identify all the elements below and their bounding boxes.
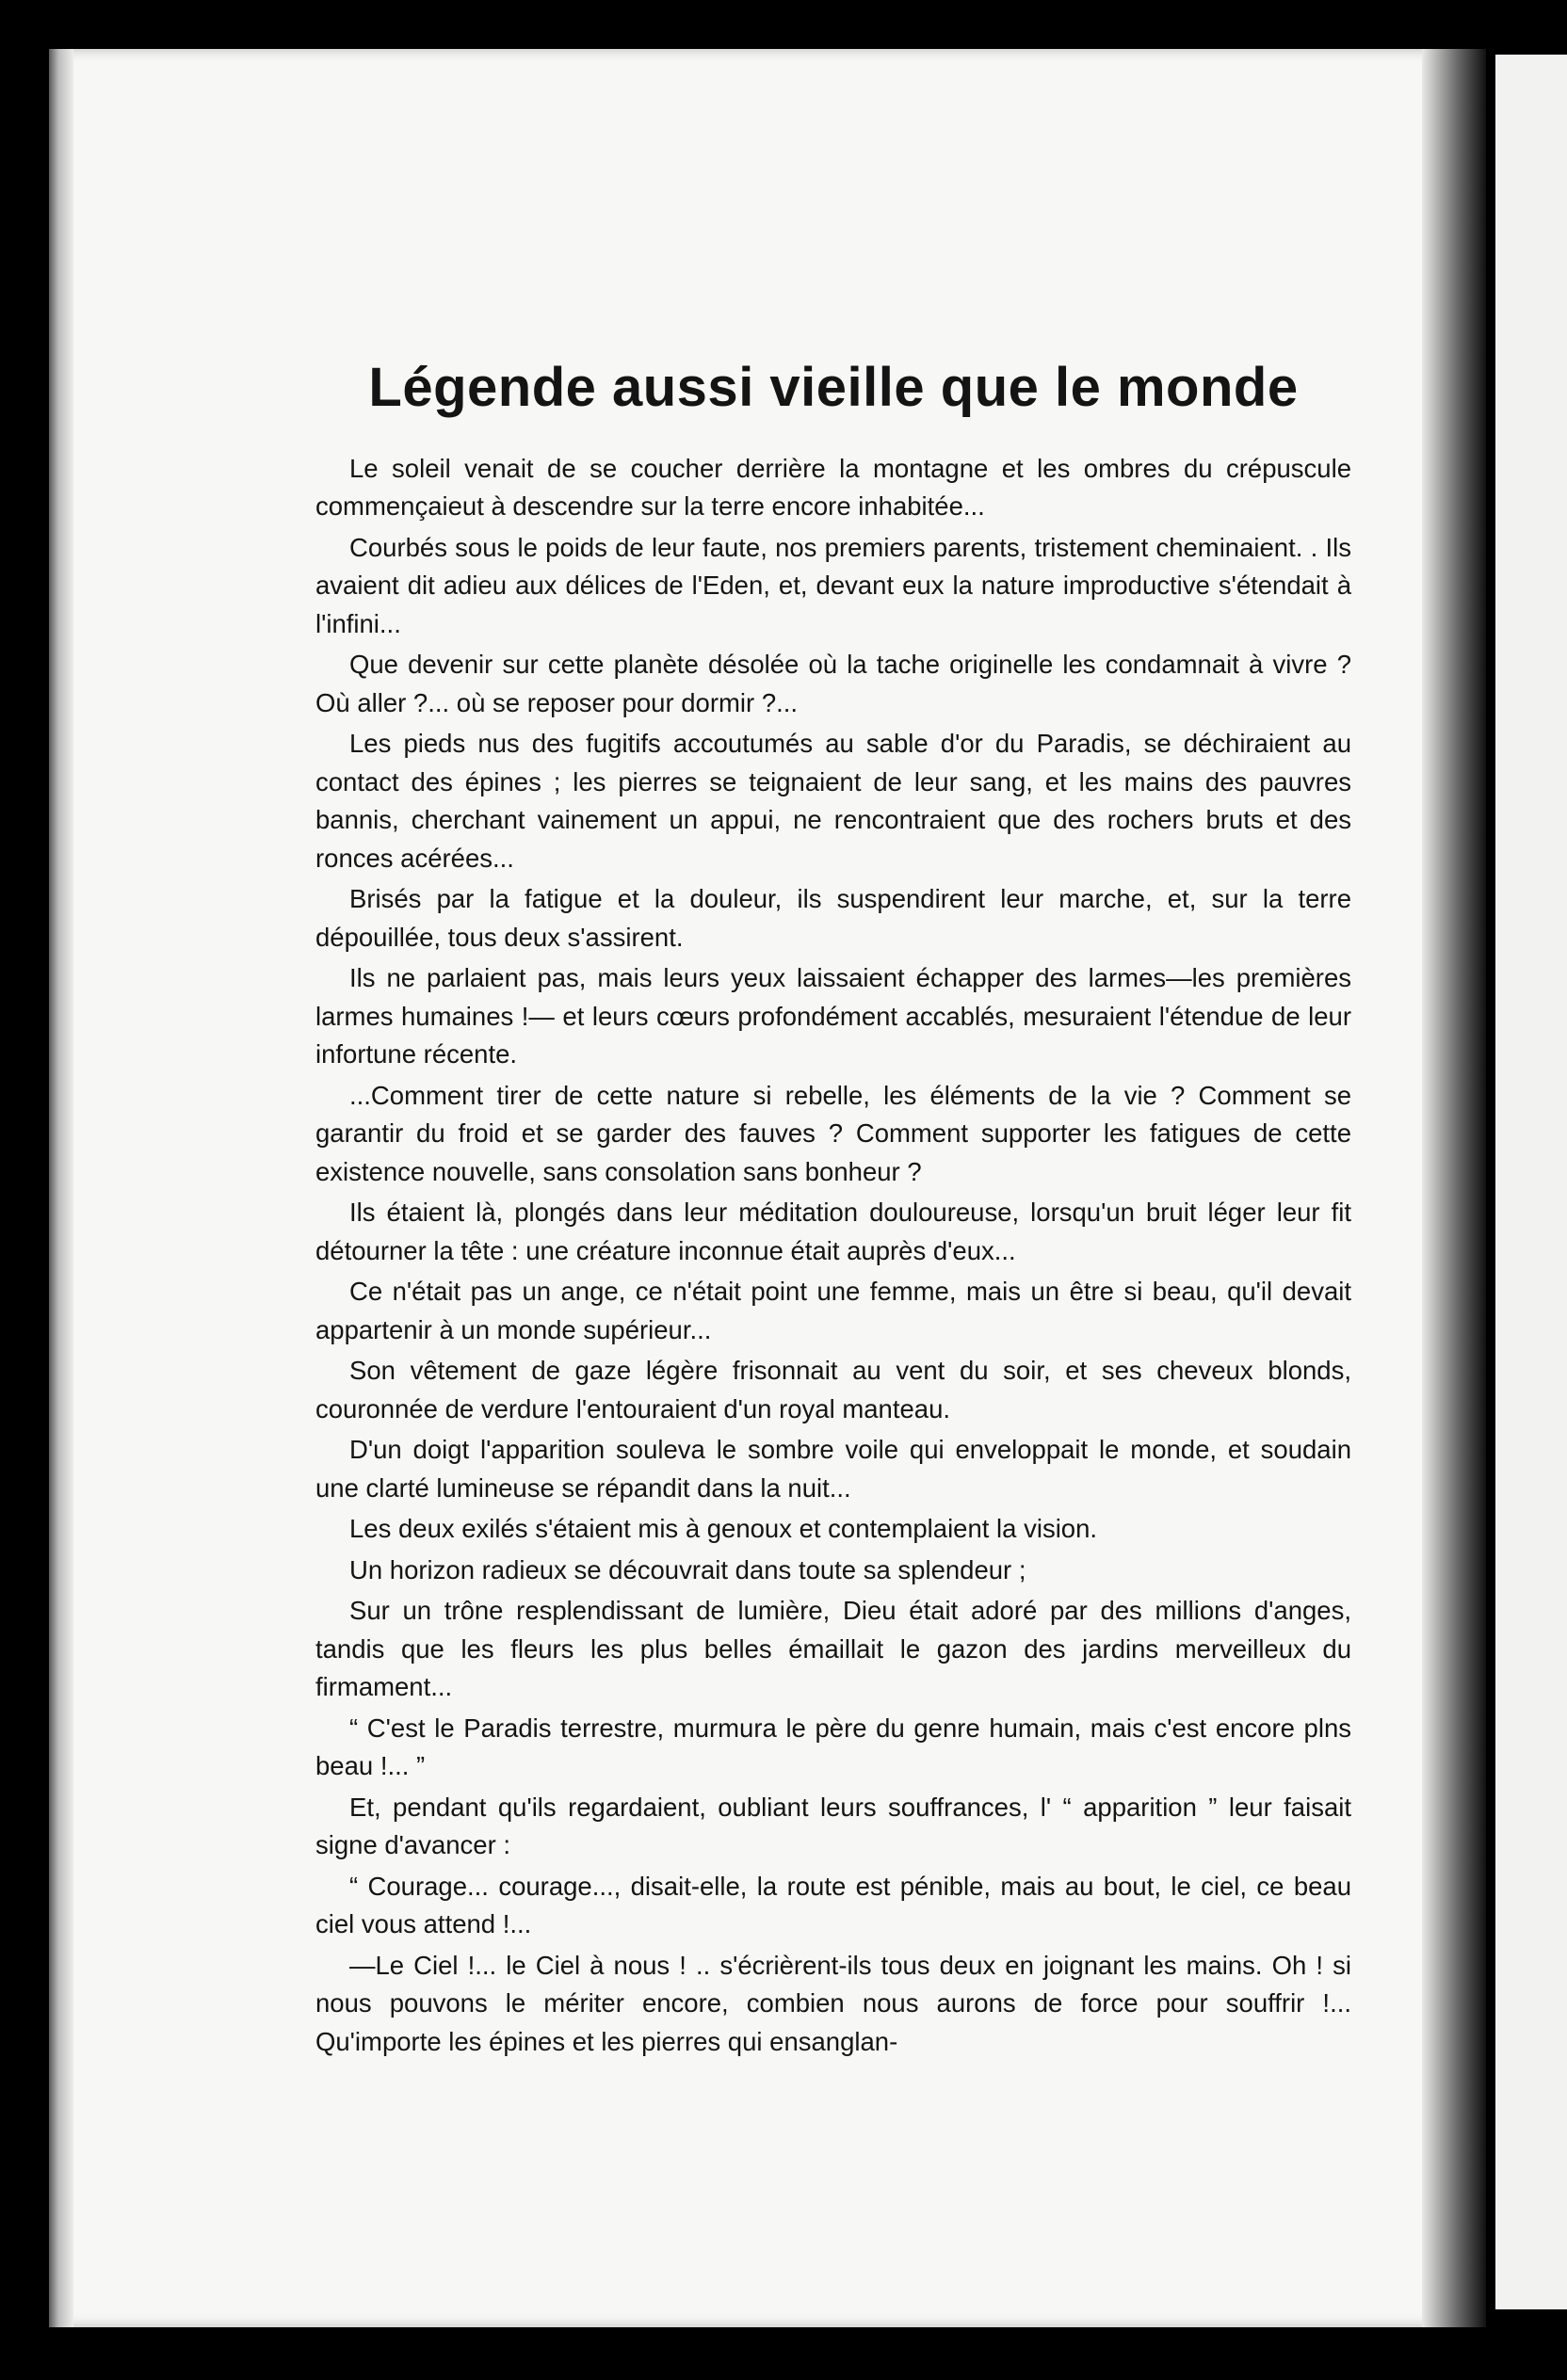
paragraph: Courbés sous le poids de leur faute, nos premiers parents, tristement cheminaient. . Ils avaient dit adieu aux délices de l'Eden, et, devant eux la nature improductive s'étendait à l'infini... xyxy=(315,532,1351,638)
paragraph: Ils étaient là, plongés dans leur méditation douloureuse, lorsqu'un bruit léger leur fit détourner la tête : une créature inconnue était auprès d'eux... xyxy=(315,1198,1351,1265)
paragraph: Brisés par la fatigue et la douleur, ils suspendirent leur marche, et, sur la terre dépouillée, tous deux s'assirent. xyxy=(315,884,1351,952)
page-title: Légende aussi vieille que le monde xyxy=(368,357,1299,418)
paragraph: Ils ne parlaient pas, mais leurs yeux laissaient échapper des larmes—les premières larmes humaines !— et leurs cœurs profondément accablés, mesuraient l'étendue de leur infortune récente. xyxy=(315,963,1351,1069)
paragraph: “ Courage... courage..., disait-elle, la route est pénible, mais au bout, le ciel, ce beau ciel vous attend !... xyxy=(315,1871,1351,1939)
paragraph: Un horizon radieux se découvrait dans toute sa splendeur ; xyxy=(349,1554,1026,1584)
paragraph: Son vêtement de gaze légère frisonnait au vent du soir, et ses cheveux blonds, couronnée de verdure l'entouraient d'un royal manteau. xyxy=(315,1356,1351,1423)
body-text xyxy=(315,450,1351,2062)
paragraph: ...Comment tirer de cette nature si rebelle, les éléments de la vie ? Comment se garantir du froid et se garder des fauves ? Comment supporter les fatigues de cette existence nouvelle, sans consolation sans bonheur ? xyxy=(315,1080,1351,1186)
paragraph: Les deux exilés s'étaient mis à genoux et contemplaient la vision. xyxy=(349,1514,1098,1544)
paragraph: —Le Ciel !... le Ciel à nous ! .. s'écrièrent-ils tous deux en joignant les mains. Oh ! si nous pouvons le mériter encore, combien nous aurons de force pour souffrir !... Qu'importe les épines et les pierres qui ensanglan- xyxy=(315,1950,1351,2056)
page-gutter-shadow xyxy=(1422,49,1486,2327)
page-content xyxy=(315,358,1351,2064)
paragraph: Sur un trône resplendissant de lumière, Dieu était adoré par des millions d'anges, tandis que les fleurs les plus belles émaillait le gazon des jardins merveilleux du firmament... xyxy=(315,1596,1351,1702)
paragraph: Et, pendant qu'ils regardaient, oubliant leurs souffrances, l' “ apparition ” leur faisait signe d'avancer : xyxy=(315,1792,1351,1860)
page-left-edge-shadow xyxy=(49,49,73,2327)
paragraph: “ C'est le Paradis terrestre, murmura le père du genre humain, mais c'est encore plns beau !... ” xyxy=(315,1713,1351,1781)
paragraph: Le soleil venait de se coucher derrière la montagne et les ombres du crépuscule commençaieut à descendre sur la terre encore inhabitée... xyxy=(315,453,1351,522)
paragraph: Les pieds nus des fugitifs accoutumés au sable d'or du Paradis, se déchiraient au contact des épines ; les pierres se teignaient de leur sang, et les mains des pauvres bannis, cherchant vainement un appui, ne rencontraient que des rochers bruts et des ronces acérées... xyxy=(315,729,1351,873)
paragraph: Que devenir sur cette planète désolée où la tache originelle les condamnait à vivre ? Où aller ?... où se reposer pour dormir ?... xyxy=(315,650,1351,717)
paragraph: D'un doigt l'apparition souleva le sombre voile qui enveloppait le monde, et soudain une clarté lumineuse se répandit dans la nuit... xyxy=(315,1435,1351,1503)
adjacent-page-edge xyxy=(1495,55,1567,2309)
paragraph: Ce n'était pas un ange, ce n'était point une femme, mais un être si beau, qu'il devait appartenir à un monde supérieur... xyxy=(315,1277,1351,1344)
